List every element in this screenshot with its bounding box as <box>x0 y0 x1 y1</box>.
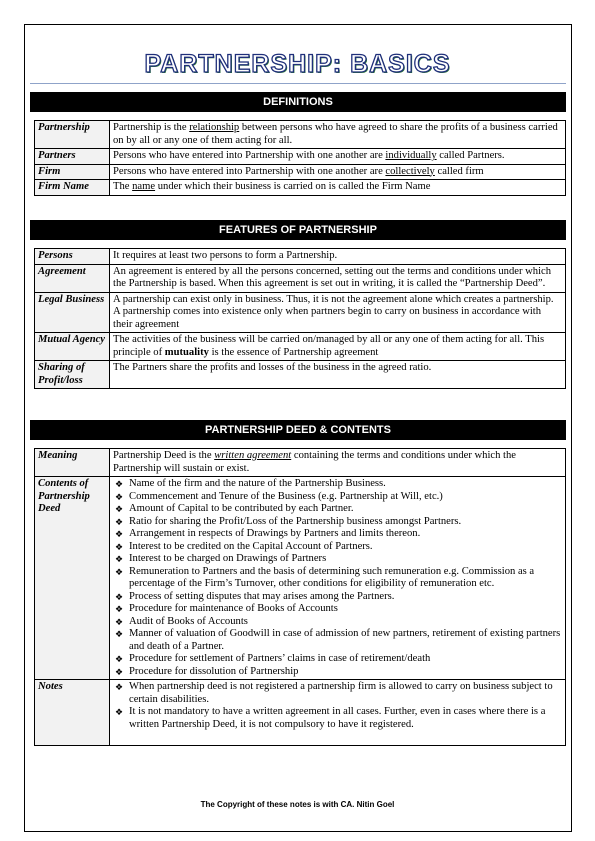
list-item: ❖ Interest to be credited on the Capital Account of Partners. <box>113 541 562 554</box>
list-item: ❖ Ratio for sharing the Profit/Loss of the Partnership business amongst Partners. <box>113 516 562 529</box>
definition-cell: Partnership is the relationship between persons who have agreed to share the profits of a business carried on by all or any one of them acting for all. <box>110 121 566 149</box>
definition-cell: Persons who have entered into Partnership with one another are individually called Partners. <box>110 149 566 165</box>
list-item: ❖ Procedure for settlement of Partners’ claims in case of retirement/death <box>113 653 562 666</box>
term-cell: Mutual Agency <box>35 333 110 361</box>
title-rule <box>30 83 566 84</box>
key-term: collectively <box>385 165 435 177</box>
key-term: mutuality <box>164 346 209 358</box>
list-item: ❖ Procedure for dissolution of Partnership <box>113 666 562 679</box>
table-row <box>35 180 566 196</box>
term-cell: Firm Name <box>35 180 110 196</box>
term-cell: Meaning <box>35 449 110 477</box>
key-term: relationship <box>189 122 240 133</box>
term-cell: Persons <box>35 249 110 265</box>
definition-cell: Persons who have entered into Partnership with one another are collectively called firm <box>110 164 566 180</box>
table-row <box>35 680 566 746</box>
term-cell: Contents of Partnership Deed <box>35 477 110 680</box>
table-row <box>35 249 566 265</box>
term-cell: Agreement <box>35 264 110 292</box>
definition-cell: Partnership Deed is the written agreement containing the terms and conditions under which the Partnership will sustain or exist. <box>110 449 566 477</box>
table-row <box>35 164 566 180</box>
notes-cell <box>110 680 566 746</box>
key-term: individually <box>385 150 437 161</box>
copyright-footer: The Copyright of these notes is with CA. Nitin Goel <box>200 800 395 809</box>
definition-cell: The activities of the business will be carried on/managed by all or any one of them acting for all. This principle of mutuality is the essence of Partnership agreement <box>110 333 566 361</box>
list-item: ❖ Procedure for maintenance of Books of Accounts <box>113 603 562 616</box>
definitions-heading: DEFINITIONS <box>30 92 566 112</box>
definition-cell: A partnership can exist only in business. Thus, it is not the agreement alone which creates a partnership. A partnership comes into existence only when partners begin to carry on business in accordance with their agreement <box>110 292 566 333</box>
list-item: ❖ Arrangement in respects of Drawings by Partners and limits thereon. <box>113 528 562 541</box>
features-heading: FEATURES OF PARTNERSHIP <box>30 220 566 240</box>
term-cell: Firm <box>35 164 110 180</box>
contents-list <box>113 478 562 678</box>
list-item: ❖ Manner of valuation of Goodwill in case of admission of new partners, retirement of existing partners and death of a Partner. <box>113 628 562 653</box>
table-row <box>35 264 566 292</box>
definitions-table <box>34 120 566 196</box>
definition-cell: The Partners share the profits and losses of the business in the agreed ratio. <box>110 361 566 389</box>
term-cell: Legal Business <box>35 292 110 333</box>
deed-table <box>34 448 566 746</box>
list-item: ❖ Remuneration to Partners and the basis of determining such remuneration e.g. Commission as a percentage of the Firm’s Turnover, other conditions for eligibility of remuneration etc. <box>113 566 562 591</box>
list-item: ❖ Audit of Books of Accounts <box>113 616 562 629</box>
list-item: ❖ It is not mandatory to have a written agreement in all cases. Further, even in cases where there is a written Partnership Deed, it is not compulsory to have it registered. <box>113 706 562 731</box>
term-cell: Notes <box>35 680 110 746</box>
table-row <box>35 333 566 361</box>
term-cell: Sharing of Profit/loss <box>35 361 110 389</box>
deed-heading: PARTNERSHIP DEED & CONTENTS <box>30 420 566 440</box>
notes-list <box>113 681 562 731</box>
term-cell: Partnership <box>35 121 110 149</box>
term-cell: Partners <box>35 149 110 165</box>
definition-cell: The name under which their business is carried on is called the Firm Name <box>110 180 566 196</box>
table-row <box>35 121 566 149</box>
key-term: name <box>132 181 156 192</box>
key-term: written agreement <box>214 450 292 461</box>
definition-cell: It requires at least two persons to form a Partnership. <box>110 249 566 265</box>
table-row <box>35 149 566 165</box>
contents-cell <box>110 477 566 680</box>
list-item: ❖ Name of the firm and the nature of the Partnership Business. <box>113 478 562 491</box>
list-item: ❖ When partnership deed is not registered a partnership firm is allowed to carry on business subject to certain disabilities. <box>113 681 562 706</box>
list-item: ❖ Commencement and Tenure of the Business (e.g. Partnership at Will, etc.) <box>113 491 562 504</box>
list-item: ❖ Process of setting disputes that may arises among the Partners. <box>113 591 562 604</box>
table-row <box>35 292 566 333</box>
list-item: ❖ Interest to be charged on Drawings of Partners <box>113 553 562 566</box>
table-row <box>35 361 566 389</box>
definition-cell: An agreement is entered by all the persons concerned, setting out the terms and conditions under which the Partnership is based. When this agreement is set out in writing, it is called the “Partnership Deed”. <box>110 264 566 292</box>
table-row <box>35 449 566 477</box>
features-table <box>34 248 566 389</box>
page-title: PARTNERSHIP: BASICS <box>144 50 451 78</box>
list-item: ❖ Amount of Capital to be contributed by each Partner. <box>113 503 562 516</box>
table-row <box>35 477 566 680</box>
